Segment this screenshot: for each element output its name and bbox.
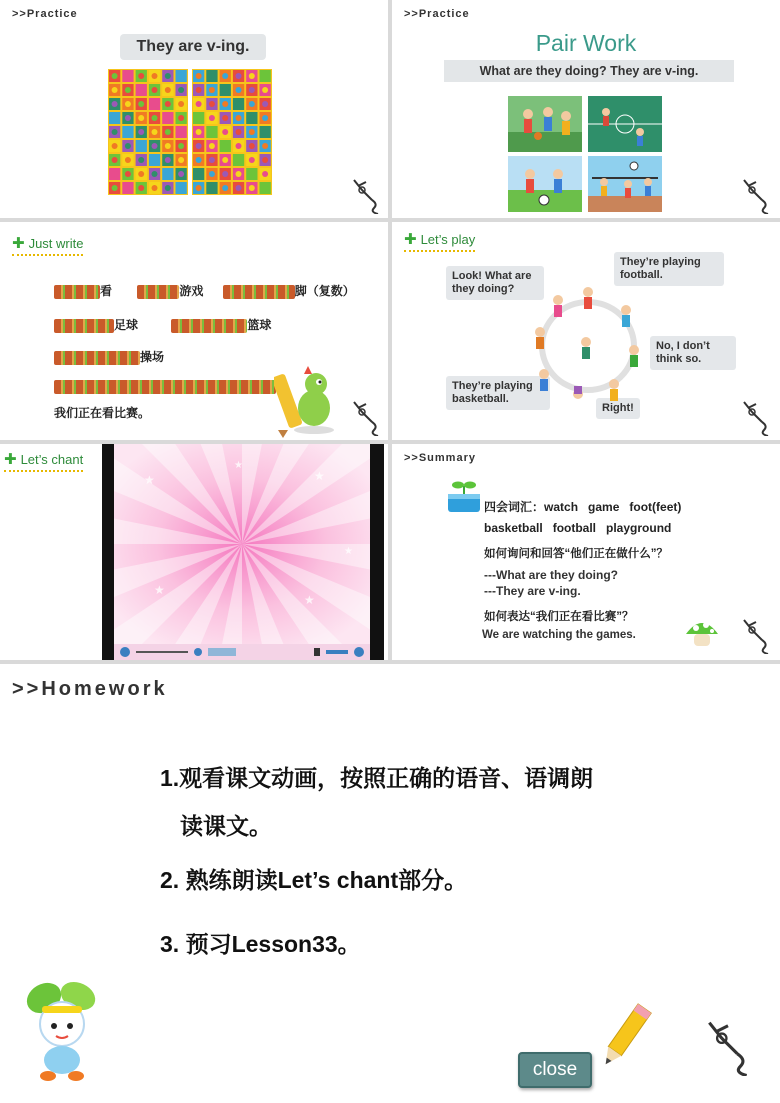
answer-line-3: We are watching the games. xyxy=(482,629,636,641)
word-hint: 脚（复数） xyxy=(294,284,355,298)
homework-item-1-line-1: 1.观看课文动画，按照正确的语音、语调朗 xyxy=(160,765,594,791)
sentence-hint: 我们正在看比赛。 xyxy=(54,406,151,420)
sentence-blank-row xyxy=(54,378,276,396)
plus-icon: ✚ xyxy=(12,235,25,252)
slide-header: >>Practice xyxy=(12,8,78,20)
slide-title: They are v-ing. xyxy=(120,34,266,60)
slide-summary[interactable] xyxy=(392,444,780,660)
mushroom-icon xyxy=(682,616,722,650)
word-hint: 游戏 xyxy=(179,284,204,298)
slide-lets-play[interactable] xyxy=(392,222,780,440)
slide-title: Pair Work xyxy=(535,30,637,56)
pen-tool-icon xyxy=(348,398,384,436)
answer-line-1: ---What are they doing? xyxy=(484,568,618,582)
homework-item-1 xyxy=(160,754,593,850)
answer-blank[interactable] xyxy=(54,380,276,394)
answer-blank[interactable] xyxy=(171,319,247,333)
svg-text:★: ★ xyxy=(344,546,353,557)
svg-text:★: ★ xyxy=(154,583,165,597)
svg-text:★: ★ xyxy=(144,473,155,487)
header-label: Let’s play xyxy=(420,231,476,247)
children-circle xyxy=(528,284,648,402)
plus-icon: ✚ xyxy=(4,451,17,468)
progress-thumb[interactable] xyxy=(194,648,202,656)
word-row-3 xyxy=(54,348,164,365)
video-player[interactable] xyxy=(102,444,384,660)
pencil-icon xyxy=(592,998,656,1078)
pen-tool-icon xyxy=(700,1016,756,1076)
slide-header: >>Homework xyxy=(12,678,168,700)
answer-blank[interactable] xyxy=(137,285,179,299)
header-label: Just write xyxy=(28,235,84,251)
question-1: 如何询问和回答“他们正在做什么”？ xyxy=(484,548,668,560)
homework-item-2: 2. 熟练朗读Let’s chant部分。 xyxy=(160,867,468,893)
svg-text:★: ★ xyxy=(314,469,325,483)
word-hint: 足球 xyxy=(114,318,139,332)
slide-header xyxy=(4,450,83,468)
close-button[interactable]: close xyxy=(518,1052,592,1088)
word-row-2 xyxy=(54,316,271,333)
play-icon[interactable] xyxy=(120,647,130,657)
slide-header: >>Summary xyxy=(404,452,476,464)
word-hint: 操场 xyxy=(140,350,165,364)
slide-header: >>Practice xyxy=(404,8,470,20)
vocab-words: watch game foot(feet) xyxy=(544,500,682,514)
speech-bubble: They’re playing basketball. xyxy=(446,376,550,410)
pattern-card-right xyxy=(192,69,272,195)
answer-blank[interactable] xyxy=(223,285,295,299)
plus-icon: ✚ xyxy=(404,231,417,248)
vocab-line-1 xyxy=(484,498,681,515)
slide-homework[interactable] xyxy=(0,664,780,1103)
slide-practice-2[interactable] xyxy=(392,0,780,218)
slide-header xyxy=(12,234,83,252)
time-display xyxy=(208,648,236,656)
svg-text:★: ★ xyxy=(234,460,243,471)
slide-just-write[interactable] xyxy=(0,222,388,440)
video-frame-starburst xyxy=(114,444,370,644)
header-label: Let’s chant xyxy=(20,451,84,467)
speech-bubble: They’re playing football. xyxy=(614,252,724,286)
pattern-card-left xyxy=(108,69,188,195)
homework-item-3: 3. 预习Lesson33。 xyxy=(160,931,361,957)
slide-header xyxy=(404,230,475,248)
pen-tool-icon xyxy=(348,176,384,214)
answer-blank[interactable] xyxy=(54,351,140,365)
word-hint: 看 xyxy=(100,284,113,298)
pen-tool-icon xyxy=(738,398,774,436)
svg-text:★: ★ xyxy=(304,593,315,607)
vocab-line-2: basketball football playground xyxy=(484,521,672,535)
volume-slider[interactable] xyxy=(326,650,348,654)
pen-tool-icon xyxy=(738,176,774,214)
slide-subtitle: What are they doing? They are v-ing. xyxy=(444,60,734,82)
slide-lets-chant[interactable] xyxy=(0,444,388,660)
scene-volleyball-kids xyxy=(588,156,662,212)
word-hint: 篮球 xyxy=(247,318,272,332)
answer-line-2: ---They are v-ing. xyxy=(484,584,581,598)
video-controls xyxy=(114,644,370,660)
speech-bubble: Look! What are they doing? xyxy=(446,266,544,300)
slide-practice-1[interactable] xyxy=(0,0,388,218)
volume-icon[interactable] xyxy=(314,648,320,656)
progress-track[interactable] xyxy=(136,651,188,653)
dragon-icon xyxy=(274,364,340,438)
mascot-icon xyxy=(18,974,108,1084)
homework-item-1-line-2: 读课文。 xyxy=(180,813,272,839)
question-2: 如何表达“我们正在看比赛”？ xyxy=(484,611,634,623)
scene-court-players xyxy=(588,96,662,152)
fullscreen-icon[interactable] xyxy=(354,647,364,657)
vocab-label: 四会词汇： xyxy=(484,500,545,514)
speech-bubble: No, I don’t think so. xyxy=(650,336,736,370)
scene-basketball-kids xyxy=(508,96,582,152)
speech-bubble: Right! xyxy=(596,398,640,419)
word-row-1 xyxy=(54,282,355,299)
pen-tool-icon xyxy=(738,616,774,654)
sprout-icon xyxy=(444,478,484,514)
answer-blank[interactable] xyxy=(54,319,114,333)
answer-blank[interactable] xyxy=(54,285,100,299)
scene-football-kids xyxy=(508,156,582,212)
